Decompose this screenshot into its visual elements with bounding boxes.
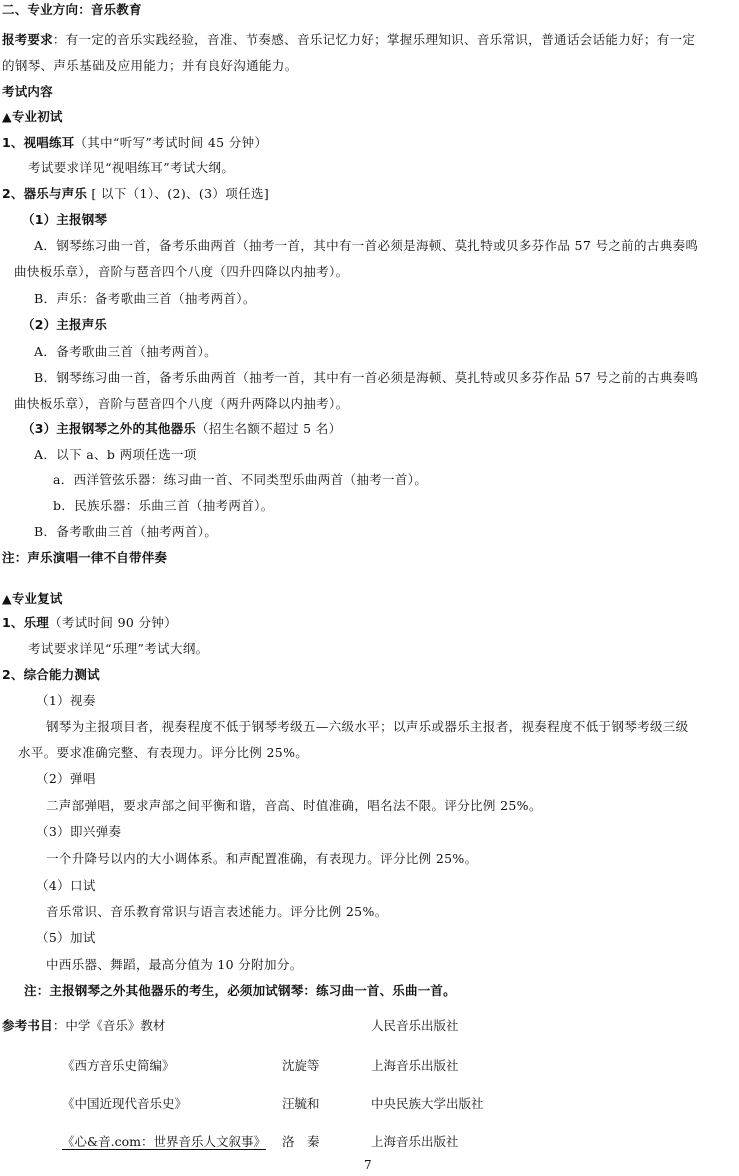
vocal-b-line-2: 曲快板乐章），音阶与琶音四个八度（两升两降以内抽考）。 bbox=[14, 396, 349, 411]
reference-title: ：中学《音乐》教材 bbox=[52, 1018, 166, 1033]
sing-text: 二声部弹唱，要求声部之间平衡和谐，音高、时值准确，唱名法不限。评分比例 25%。 bbox=[46, 798, 542, 813]
other-instrument bbox=[22, 420, 341, 438]
reference-row bbox=[2, 1017, 165, 1035]
oral-title: （4）口试 bbox=[36, 878, 96, 893]
retest-item2-title: 2、综合能力测试 bbox=[2, 667, 100, 682]
retest-item1-note: （考试时间 90 分钟） bbox=[49, 615, 178, 630]
vocal-title: （2）主报声乐 bbox=[22, 317, 108, 332]
reference-publisher: 中央民族大学出版社 bbox=[371, 1096, 484, 1111]
improv-title: （3）即兴弹奏 bbox=[36, 824, 122, 839]
other-a: A．以下 a、b 两项任选一项 bbox=[34, 447, 197, 462]
preliminary-note: 注：声乐演唱一律不自带伴奏 bbox=[2, 550, 168, 565]
extra-title: （5）加试 bbox=[36, 930, 96, 945]
improv-text: 一个升降号以内的大小调体系。和声配置准确，有表现力。评分比例 25%。 bbox=[46, 851, 478, 866]
oral-text: 音乐常识、音乐教育常识与语言表述能力。评分比例 25%。 bbox=[46, 904, 388, 919]
vocal-b-line-1: B．钢琴练习曲一首，备考乐曲两首（抽考一首，其中有一首必须是海顿、莫扎特或贝多芬作品 57 号之前的古典奏鸣 bbox=[34, 370, 699, 385]
prelim-item1-detail: 考试要求详见“视唱练耳”考试大纲。 bbox=[28, 160, 235, 175]
reference-title: 《西方音乐史简编》 bbox=[62, 1058, 175, 1073]
preliminary-title: ▲专业初试 bbox=[2, 109, 63, 124]
sing-title: （2）弹唱 bbox=[36, 771, 96, 786]
page-number: 7 bbox=[364, 1158, 372, 1172]
piano-a-line-2: 曲快板乐章），音阶与琶音四个八度（四升四降以内抽考）。 bbox=[14, 264, 349, 279]
reference-title: 《中国近现代音乐史》 bbox=[62, 1096, 188, 1111]
sight-title: （1）视奏 bbox=[36, 693, 96, 708]
vocal-a: A．备考歌曲三首（抽考两首）。 bbox=[34, 344, 218, 359]
reference-author: 沈旋等 bbox=[282, 1058, 320, 1073]
reference-author: 洛 秦 bbox=[282, 1134, 320, 1149]
other-b: B．备考歌曲三首（抽考两首）。 bbox=[34, 524, 218, 539]
retest-item1-detail: 考试要求详见“乐理”考试大纲。 bbox=[28, 641, 209, 656]
piano-b: B．声乐：备考歌曲三首（抽考两首）。 bbox=[34, 291, 256, 306]
sight-line-2: 水平。要求准确完整、有表现力。评分比例 25%。 bbox=[18, 745, 309, 760]
piano-a-line-1: A．钢琴练习曲一首，备考乐曲两首（抽考一首，其中有一首必须是海顿、莫扎特或贝多芬作品 57 号之前的古典奏鸣 bbox=[34, 238, 699, 253]
retest-note: 注：主报钢琴之外其他器乐的考生，必须加试钢琴：练习曲一首、乐曲一首。 bbox=[24, 983, 456, 998]
other-a-b: b．民族乐器：乐曲三首（抽考两首）。 bbox=[53, 498, 274, 513]
other-a-a: a．西洋管弦乐器：练习曲一首、不同类型乐曲两首（抽考一首）。 bbox=[53, 472, 428, 487]
retest-item1 bbox=[2, 614, 177, 632]
prelim-item1-note: （其中“听写”考试时间 45 分钟） bbox=[74, 135, 268, 150]
reference-publisher: 人民音乐出版社 bbox=[371, 1018, 459, 1033]
reference-publisher: 上海音乐出版社 bbox=[371, 1134, 459, 1149]
reference-title: 《心&音.com：世界音乐人文叙事》 bbox=[62, 1134, 266, 1149]
exam-content-title: 考试内容 bbox=[2, 84, 53, 99]
requirements-line-1 bbox=[2, 31, 695, 49]
reference-author: 汪毓和 bbox=[282, 1096, 320, 1111]
requirements-label: 报考要求 bbox=[2, 32, 53, 47]
sight-line-1: 钢琴为主报项目者，视奏程度不低于钢琴考级五—六级水平；以声乐或器乐主报者，视奏程度不低于钢琴考级三级 bbox=[46, 719, 689, 734]
other-note: （招生名额不超过 5 名） bbox=[196, 421, 342, 436]
references-label: 参考书目 bbox=[2, 1018, 53, 1033]
retest-title: ▲专业复试 bbox=[2, 591, 63, 606]
prelim-item1 bbox=[2, 134, 267, 152]
reference-publisher: 上海音乐出版社 bbox=[371, 1058, 459, 1073]
retest-item1-title: 1、乐理 bbox=[2, 615, 49, 630]
prelim-item2-note: [ 以下（1）、(2)、(3）项任选] bbox=[87, 186, 270, 201]
prelim-item2-title: 2、器乐与声乐 bbox=[2, 186, 88, 201]
section-title: 二、专业方向：音乐教育 bbox=[2, 2, 142, 17]
requirements-text-1: ：有一定的音乐实践经验，音准、节奏感、音乐记忆力好；掌握乐理知识、音乐常识，普通话会话能力好；有一定 bbox=[52, 32, 696, 47]
piano-title: （1）主报钢琴 bbox=[22, 212, 108, 227]
prelim-item2 bbox=[2, 185, 269, 203]
requirements-line-2: 的钢琴、声乐基础及应用能力；并有良好沟通能力。 bbox=[2, 58, 298, 73]
other-title: （3）主报钢琴之外的其他器乐 bbox=[22, 421, 196, 436]
extra-text: 中西乐器、舞蹈，最高分值为 10 分附加分。 bbox=[46, 957, 303, 972]
prelim-item1-title: 1、视唱练耳 bbox=[2, 135, 75, 150]
